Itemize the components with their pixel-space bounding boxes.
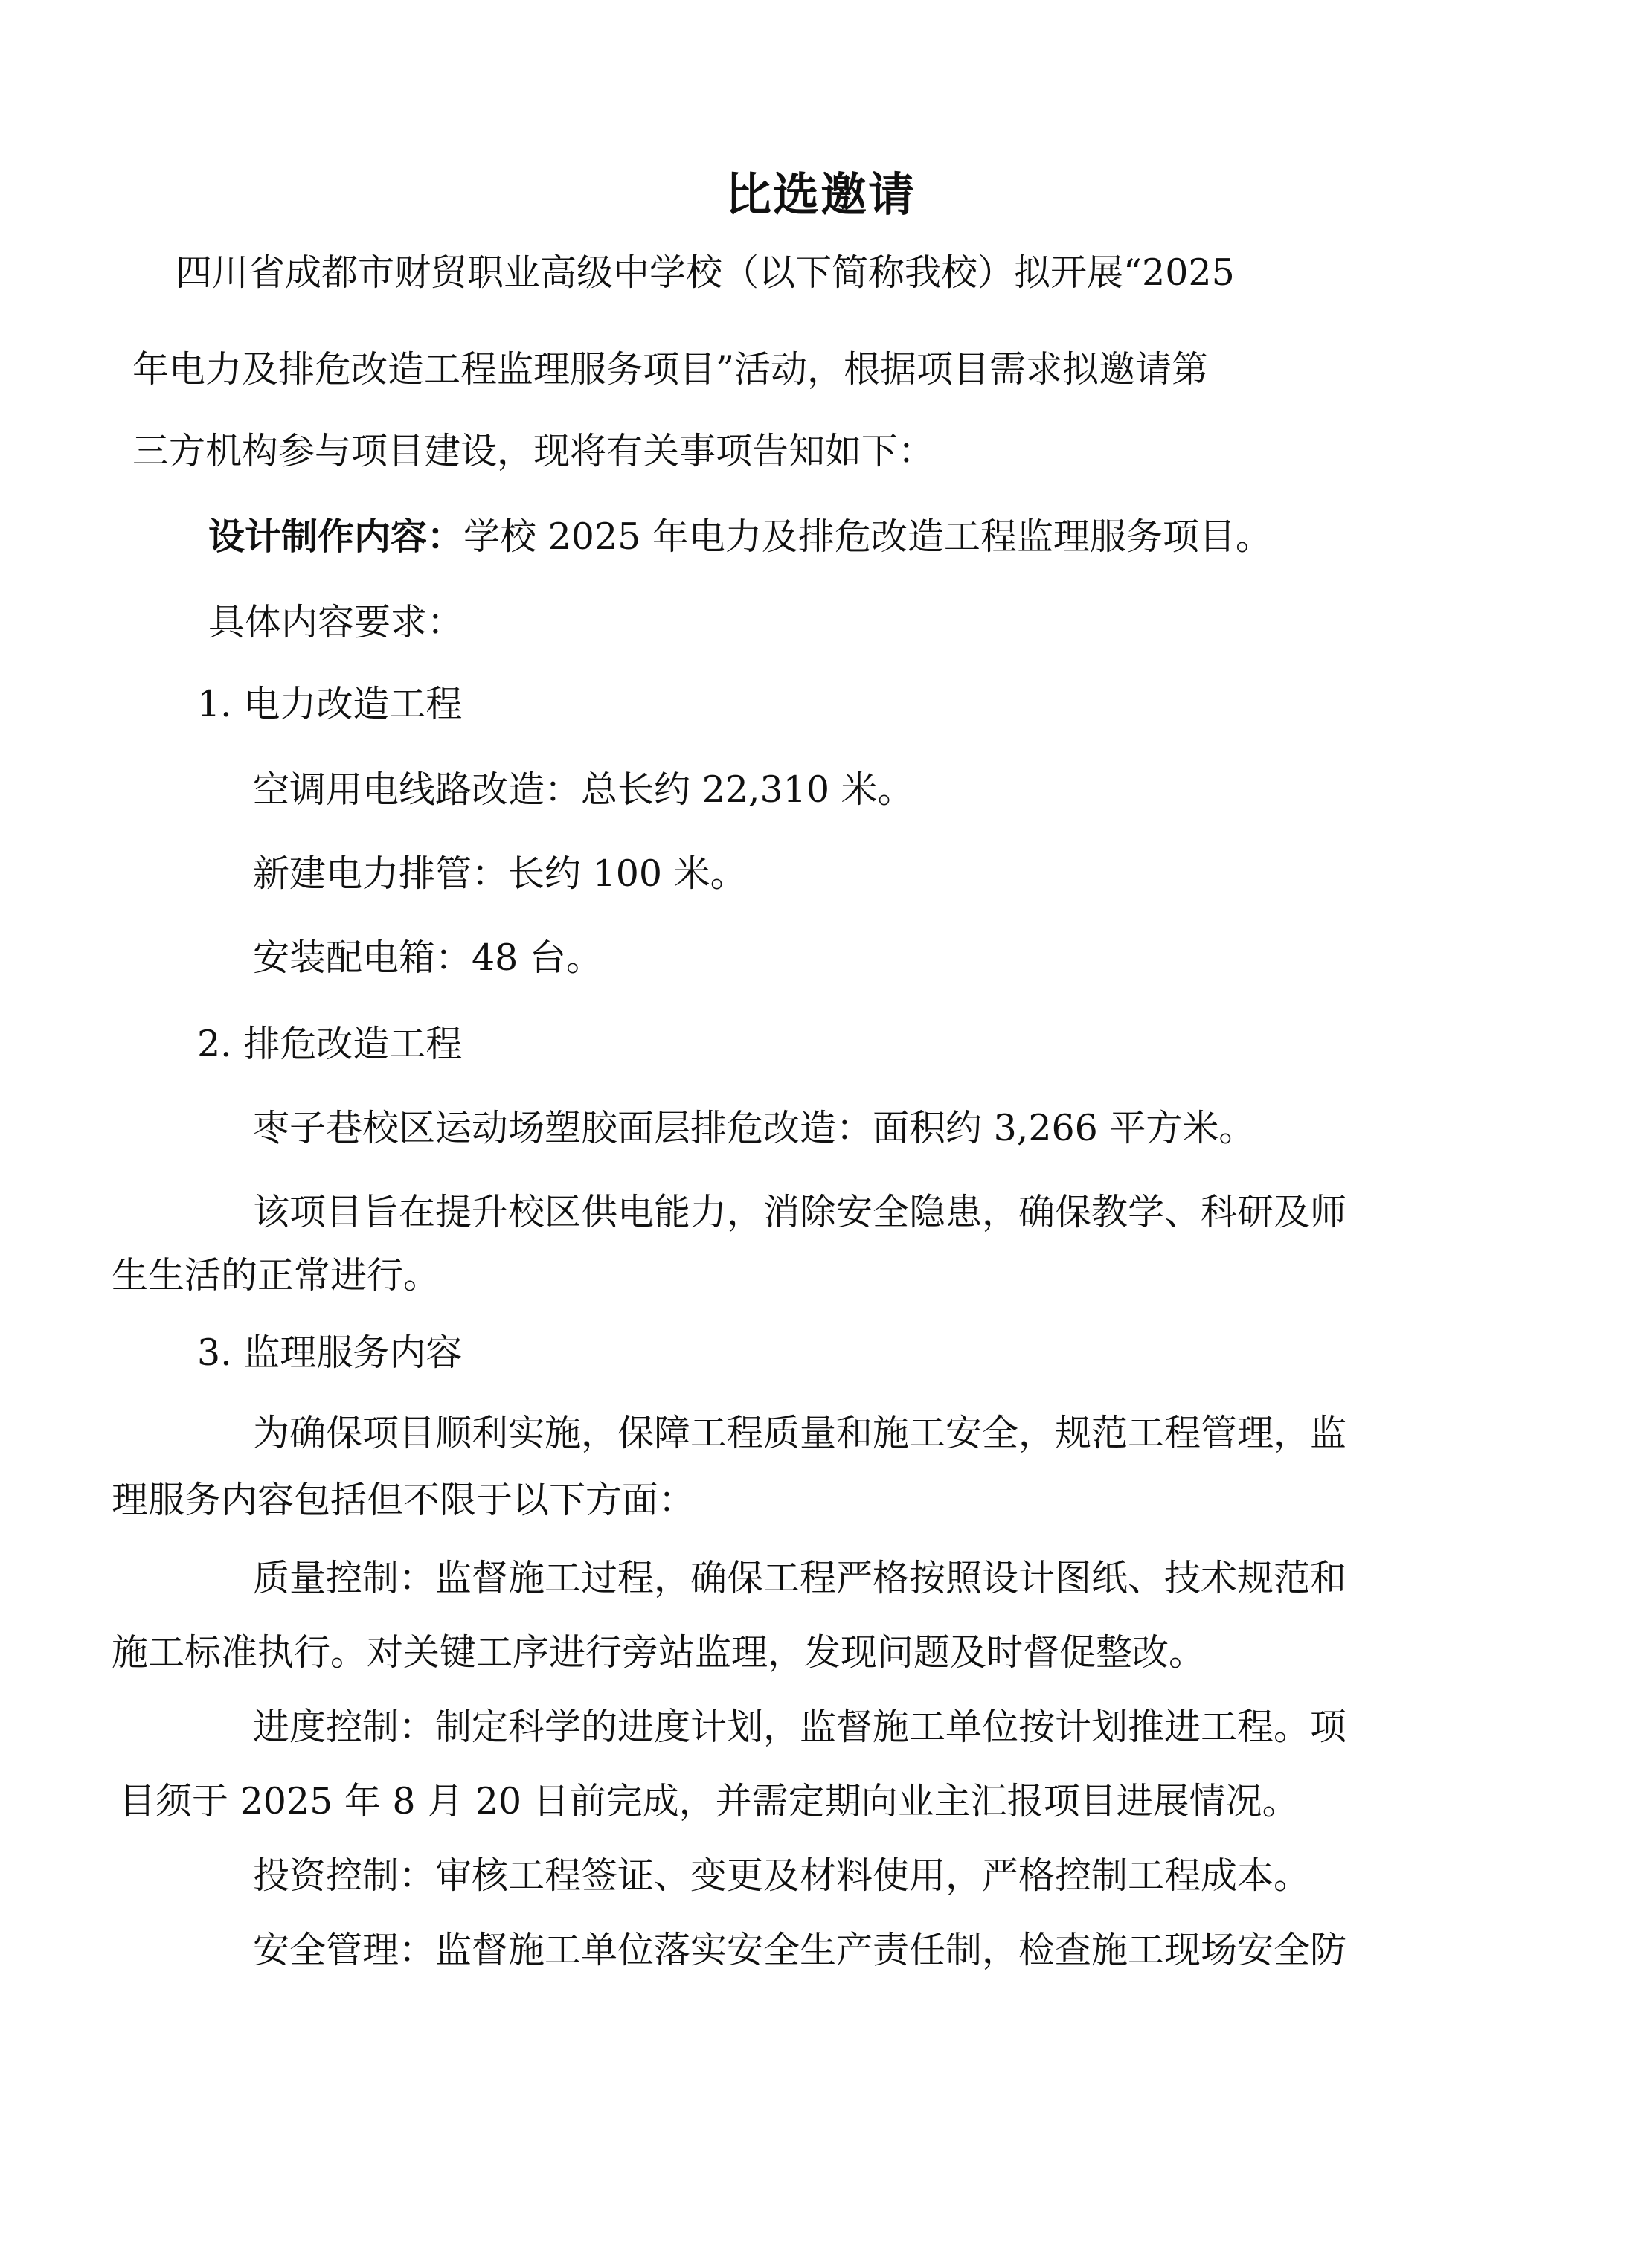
section-item: 安装配电箱：48 台。: [253, 937, 603, 979]
design-content-label: 设计制作内容：: [208, 515, 464, 558]
paragraph-line: 进度控制：制定科学的进度计划，监督施工单位按计划推进工程。项: [253, 1706, 1347, 1748]
section-title: 监理服务内容: [243, 1331, 463, 1374]
paragraph-line: 目须于 2025 年 8 月 20 日前完成，并需定期向业主汇报项目进展情况。: [119, 1780, 1299, 1822]
paragraph-line: 投资控制：审核工程签证、变更及材料使用，严格控制工程成本。: [253, 1854, 1311, 1897]
intro-line: 四川省成都市财贸职业高级中学校（以下简称我校）拟开展“2025: [176, 251, 1235, 294]
section-item: 空调用电线路改造：总长约 22,310 米。: [253, 768, 914, 811]
design-content: [208, 513, 1272, 561]
section-item: 枣子巷校区运动场塑胶面层排危改造：面积约 3,266 平方米。: [253, 1107, 1256, 1149]
design-content-text: 学校 2025 年电力及排危改造工程监理服务项目。: [463, 515, 1272, 558]
section-number: 2.: [197, 1023, 232, 1065]
section-heading: [197, 681, 462, 728]
paragraph-line: 安全管理：监督施工单位落实安全生产责任制，检查施工现场安全防: [253, 1929, 1347, 1971]
section-intro-line: 理服务内容包括但不限于以下方面：: [112, 1479, 696, 1521]
section-heading: [197, 1329, 462, 1377]
section-summary-line: 生生活的正常进行。: [112, 1254, 440, 1297]
section-number: 1.: [197, 683, 232, 725]
paragraph-line: 质量控制：监督施工过程，确保工程严格按照设计图纸、技术规范和: [253, 1557, 1347, 1599]
document-title: 比选邀请: [725, 167, 916, 222]
requirements-heading: 具体内容要求：: [208, 601, 464, 643]
section-number: 3.: [197, 1331, 232, 1374]
section-heading: [197, 1021, 462, 1068]
section-summary-line: 该项目旨在提升校区供电能力，消除安全隐患，确保教学、科研及师: [253, 1191, 1347, 1233]
intro-line: 年电力及排危改造工程监理服务项目”活动，根据项目需求拟邀请第: [132, 348, 1209, 391]
intro-line: 三方机构参与项目建设，现将有关事项告知如下：: [132, 430, 935, 472]
section-title: 电力改造工程: [243, 683, 463, 725]
section-item: 新建电力排管：长约 100 米。: [253, 852, 747, 895]
paragraph-line: 施工标准执行。对关键工序进行旁站监理，发现问题及时督促整改。: [112, 1631, 1206, 1674]
section-intro-line: 为确保项目顺利实施，保障工程质量和施工安全，规范工程管理，监: [253, 1412, 1347, 1454]
section-title: 排危改造工程: [243, 1023, 463, 1065]
